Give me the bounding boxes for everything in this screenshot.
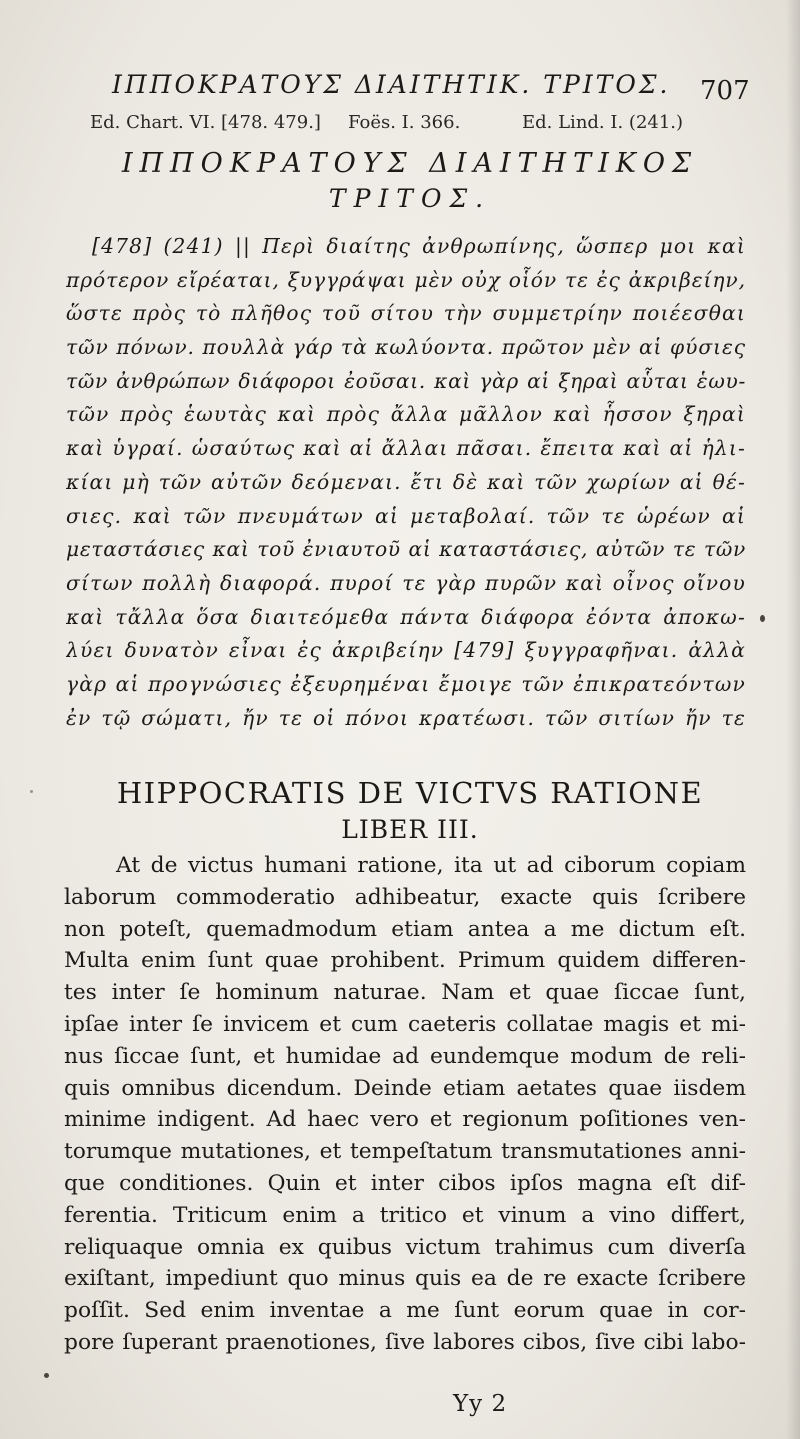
latin-line: Multa enim ſunt quae prohibent. Primum quidem differen- bbox=[64, 948, 746, 974]
edition-ref-linden: Ed. Lind. I. (241.) bbox=[522, 112, 684, 133]
greek-subtitle: ΤΡΙΤΟΣ. bbox=[328, 184, 492, 213]
greek-line: τῶν πόνων. πουλλὰ γάρ τὰ κωλύοντα. πρῶτον μὲν αἱ φύσιες bbox=[66, 335, 746, 360]
latin-line: reliquaque omnia ex quibus victum trahimus cum diverſa bbox=[64, 1234, 746, 1260]
latin-line: tes inter ſe hominum naturae. Nam et quae ſiccae ſunt, bbox=[64, 980, 746, 1006]
latin-line: At de victus humani ratione, ita ut ad ciborum copiam bbox=[116, 853, 746, 878]
page-number: 707 bbox=[700, 76, 750, 106]
latin-line: que conditiones. Quin et inter cibos ipſos magna eſt dif- bbox=[64, 1170, 746, 1196]
greek-line: μεταστάσιες καὶ τοῦ ἐνιαυτοῦ αἱ καταστάσιες, αὐτῶν τε τῶν bbox=[66, 537, 746, 562]
latin-line: torumque mutationes, et tempeſtatum transmutationes anni- bbox=[64, 1139, 746, 1165]
edition-ref-foes: Foës. I. 366. bbox=[348, 112, 461, 133]
foxing-spot bbox=[30, 790, 33, 793]
latin-line: poſſit. Sed enim inventae a me ſunt eorum quae in cor- bbox=[64, 1298, 746, 1324]
latin-title: HIPPOCRATIS DE VICTVS RATIONE bbox=[116, 776, 704, 810]
latin-line: ipſae inter ſe invicem et cum caeteris collatae magis et mi- bbox=[64, 1011, 746, 1037]
greek-line: [478] (241) || Περὶ διαίτης ἀνθρωπίνης, ὥσπερ μοι καὶ bbox=[92, 234, 746, 258]
greek-title: ΙΠΠΟΚΡΑΤΟΥΣ ΔΙΑΙΤΗΤΙΚΟΣ bbox=[121, 148, 699, 179]
greek-line: σίτων πολλὴ διαφορά. πυροί τε γὰρ πυρῶν καὶ οἶνος οἴνου bbox=[66, 570, 746, 595]
latin-line: exiſtant, impediunt quo minus quis ea de re exacte ſcribere bbox=[64, 1266, 746, 1292]
greek-line: κίαι μὴ τῶν αὐτῶν δεόμεναι. ἔτι δὲ καὶ τῶν χωρίων αἱ θέ- bbox=[66, 469, 746, 494]
latin-line: quis omnibus dicendum. Deinde etiam aetates quae iisdem bbox=[64, 1075, 746, 1101]
page-edge-shadow bbox=[786, 0, 800, 1439]
greek-line: τῶν πρὸς ἑωυτὰς καὶ πρὸς ἄλλα μᾶλλον καὶ ἧσσον ξηραὶ bbox=[66, 402, 746, 427]
latin-subtitle: LIBER III. bbox=[341, 815, 479, 844]
foxing-spot bbox=[760, 615, 765, 622]
edition-ref-chartier: Ed. Chart. VI. [478. 479.] bbox=[90, 112, 321, 133]
latin-line: minime indigent. Ad haec vero et regionum poſitiones ven- bbox=[64, 1107, 746, 1133]
latin-line: pore ſuperant praenotiones, ſive labores cibos, ſive cibi labo- bbox=[64, 1329, 746, 1355]
latin-line: laborum commoderatio adhibeatur, exacte quis ſcribere bbox=[64, 884, 746, 910]
signature-mark: Yy 2 bbox=[453, 1391, 508, 1417]
latin-line: ferentia. Triticum enim a tritico et vinum a vino differt, bbox=[64, 1202, 746, 1228]
greek-line: ἐν τῷ σώματι, ἤν τε οἱ πόνοι κρατέωσι. τῶν σιτίων ἤν τε bbox=[66, 705, 746, 730]
greek-line: σιες. καὶ τῶν πνευμάτων αἱ μεταβολαί. τῶν τε ὡρέων αἱ bbox=[66, 503, 746, 528]
greek-line: καὶ τἄλλα ὅσα διαιτεόμεθα πάντα διάφορα ἐόντα ἀποκω- bbox=[66, 604, 746, 629]
greek-line: τῶν ἀνθρώπων διάφοροι ἐοῦσαι. καὶ γὰρ αἱ ξηραὶ αὗται ἑωυ- bbox=[66, 368, 746, 393]
greek-line: λύει δυνατὸν εἶναι ἐς ἀκριβείην [479] ξυγγραφῆναι. ἀλλὰ bbox=[66, 638, 746, 663]
running-head: ΙΠΠΟΚΡΑΤΟΥΣ ΔΙΑΙΤΗΤΙΚ. ΤΡΙΤΟΣ. bbox=[112, 70, 671, 99]
greek-line: γὰρ αἱ προγνώσιες ἐξευρημέναι ἔμοιγε τῶν ἐπικρατεόντων bbox=[66, 671, 746, 696]
greek-line: καὶ ὑγραί. ὡσαύτως καὶ αἱ ἄλλαι πᾶσαι. ἔπειτα καὶ αἱ ἡλι- bbox=[66, 436, 746, 461]
latin-line: non poteſt, quemadmodum etiam antea a me dictum eſt. bbox=[64, 916, 746, 942]
latin-text-block bbox=[64, 850, 746, 1359]
greek-line: ὥστε πρὸς τὸ πλῆθος τοῦ σίτου τὴν συμμετρίην ποιέεσθαι bbox=[66, 301, 746, 326]
greek-text-block bbox=[66, 230, 746, 735]
foxing-spot bbox=[44, 1373, 49, 1378]
greek-line: πρότερον εἴρέαται, ξυγγράψαι μὲν οὐχ οἷόν τε ἐς ἀκριβείην, bbox=[66, 267, 746, 292]
latin-line: nus ſiccae ſunt, et humidae ad eundemque modum de reli- bbox=[64, 1043, 746, 1069]
